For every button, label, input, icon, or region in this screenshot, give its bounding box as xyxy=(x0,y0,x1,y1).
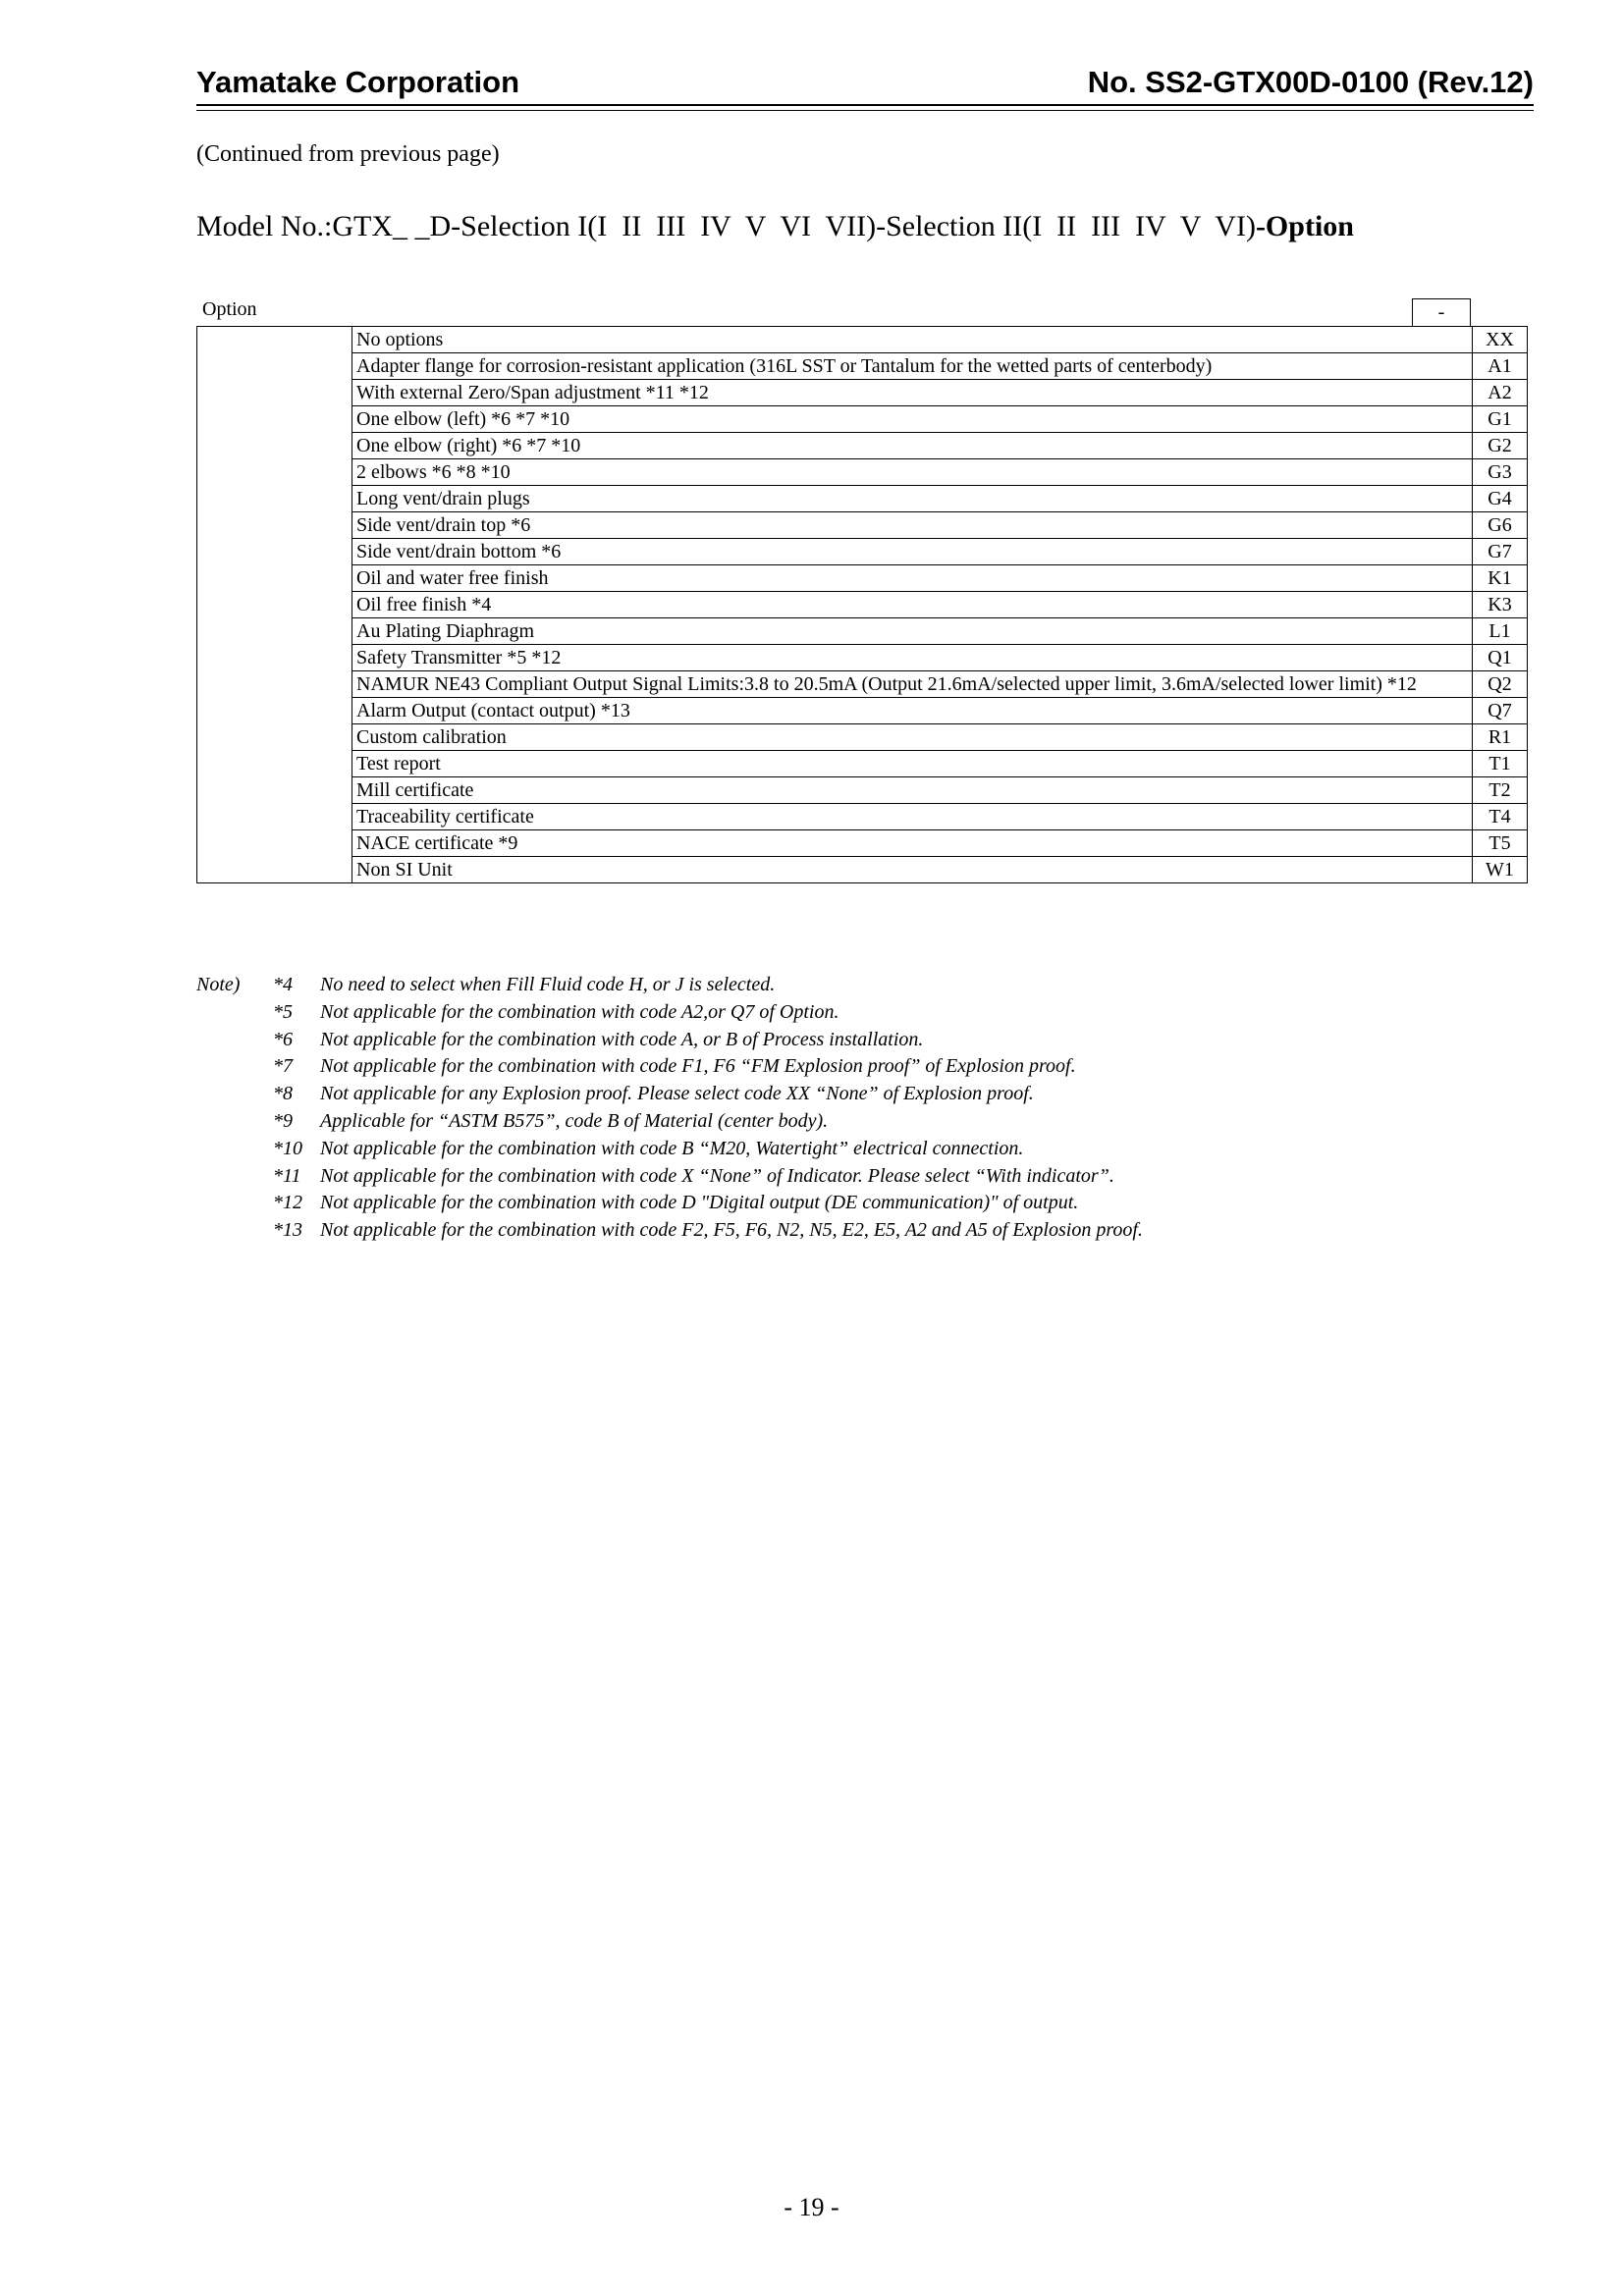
option-code: XX xyxy=(1472,327,1527,353)
option-blank-cell xyxy=(197,353,352,380)
option-blank-cell xyxy=(197,592,352,618)
option-blank-cell xyxy=(197,645,352,671)
table-row xyxy=(197,724,1527,751)
option-blank-cell xyxy=(197,327,352,353)
option-code: L1 xyxy=(1472,618,1527,645)
note-text: Not applicable for the combination with code F2, F5, F6, N2, N5, E2, E5, A2 and A5 of Explosion proof. xyxy=(320,1219,1143,1242)
note-text: Not applicable for the combination with code D "Digital output (DE communication)" of output. xyxy=(320,1192,1079,1214)
note-mark: *4 xyxy=(273,974,293,995)
option-description: Oil and water free finish xyxy=(352,565,1472,592)
option-description: Long vent/drain plugs xyxy=(352,486,1472,512)
note-item xyxy=(196,999,1143,1027)
note-prefix xyxy=(196,1136,273,1163)
note-text: No need to select when Fill Fluid code H, or J is selected. xyxy=(320,974,776,995)
option-description: NACE certificate *9 xyxy=(352,830,1472,857)
page-header xyxy=(196,61,1534,106)
option-blank-cell xyxy=(197,618,352,645)
option-description: Custom calibration xyxy=(352,724,1472,751)
note-prefix xyxy=(196,1217,273,1245)
note-item xyxy=(196,1081,1143,1108)
note-prefix xyxy=(196,1163,273,1191)
option-blank-cell xyxy=(197,724,352,751)
table-row xyxy=(197,486,1527,512)
table-row xyxy=(197,618,1527,645)
option-blank-cell xyxy=(197,512,352,539)
table-row xyxy=(197,565,1527,592)
table-row xyxy=(197,380,1527,406)
option-table xyxy=(196,326,1528,883)
page-number: - 19 - xyxy=(784,2193,839,2221)
option-blank-cell xyxy=(197,777,352,804)
option-blank-cell xyxy=(197,433,352,459)
note-mark: *8 xyxy=(273,1083,293,1105)
continued-note: (Continued from previous page) xyxy=(196,141,500,167)
option-code: K3 xyxy=(1472,592,1527,618)
model-prefix: Model No.:GTX_ _D-Selection I(I II III IV V VI VII)-Selection II(I II III IV V VI) xyxy=(196,210,1256,242)
table-row xyxy=(197,592,1527,618)
note-prefix xyxy=(196,1108,273,1136)
option-blank-cell xyxy=(197,698,352,724)
table-row xyxy=(197,857,1527,882)
option-code: G7 xyxy=(1472,539,1527,565)
note-mark: *13 xyxy=(273,1219,302,1242)
option-description: Alarm Output (contact output) *13 xyxy=(352,698,1472,724)
option-blank-cell xyxy=(197,486,352,512)
option-blank-cell xyxy=(197,380,352,406)
note-mark: *9 xyxy=(273,1109,293,1132)
table-row xyxy=(197,751,1527,777)
table-row xyxy=(197,353,1527,380)
option-description: Test report xyxy=(352,751,1472,777)
note-mark: *10 xyxy=(273,1137,302,1159)
option-description: Adapter flange for corrosion-resistant application (316L SST or Tantalum for the wetted parts of centerbody) xyxy=(352,353,1472,380)
option-code: T4 xyxy=(1472,804,1527,830)
table-row xyxy=(197,671,1527,698)
company-name: Yamatake Corporation xyxy=(196,65,520,99)
option-code: A1 xyxy=(1472,353,1527,380)
option-description: Mill certificate xyxy=(352,777,1472,804)
note-prefix xyxy=(196,999,273,1027)
option-code: T2 xyxy=(1472,777,1527,804)
note-prefix xyxy=(196,1027,273,1054)
table-row xyxy=(197,777,1527,804)
option-code: G6 xyxy=(1472,512,1527,539)
option-description: One elbow (right) *6 *7 *10 xyxy=(352,433,1472,459)
option-code: Q1 xyxy=(1472,645,1527,671)
note-text: Applicable for “ASTM B575”, code B of Material (center body). xyxy=(320,1109,829,1132)
option-code: T5 xyxy=(1472,830,1527,857)
note-text: Not applicable for the combination with code A2,or Q7 of Option. xyxy=(320,1000,839,1023)
model-option-bold: -Option xyxy=(1255,210,1354,242)
note-item xyxy=(196,1217,1143,1245)
option-blank-cell xyxy=(197,406,352,433)
note-text: Not applicable for the combination with code B “M20, Watertight” electrical connection. xyxy=(320,1137,1024,1159)
option-code: G3 xyxy=(1472,459,1527,486)
note-mark: *5 xyxy=(273,1000,293,1023)
table-row xyxy=(197,698,1527,724)
option-description: Safety Transmitter *5 *12 xyxy=(352,645,1472,671)
note-item xyxy=(196,972,1143,999)
note-prefix: Note) xyxy=(196,974,241,995)
header-rule xyxy=(196,110,1534,111)
note-text: Not applicable for the combination with code F1, F6 “FM Explosion proof” of Explosion proof. xyxy=(320,1055,1076,1078)
note-prefix xyxy=(196,1081,273,1108)
option-description: Side vent/drain bottom *6 xyxy=(352,539,1472,565)
document-number: No. SS2-GTX00D-0100 (Rev.12) xyxy=(1087,65,1534,99)
option-blank-cell xyxy=(197,804,352,830)
table-row xyxy=(197,804,1527,830)
note-mark: *6 xyxy=(273,1028,293,1050)
option-code: G1 xyxy=(1472,406,1527,433)
option-code: K1 xyxy=(1472,565,1527,592)
table-row xyxy=(197,645,1527,671)
table-row xyxy=(197,459,1527,486)
table-row xyxy=(197,406,1527,433)
option-description: Side vent/drain top *6 xyxy=(352,512,1472,539)
note-text: Not applicable for the combination with code X “None” of Indicator. Please select “With indicator”. xyxy=(320,1164,1114,1187)
option-label: Option xyxy=(202,298,257,320)
option-blank-cell xyxy=(197,459,352,486)
option-code: G4 xyxy=(1472,486,1527,512)
option-description: Au Plating Diaphragm xyxy=(352,618,1472,645)
model-number-line xyxy=(196,210,1354,243)
option-blank-cell xyxy=(197,751,352,777)
option-description: Oil free finish *4 xyxy=(352,592,1472,618)
note-text: Not applicable for the combination with code A, or B of Process installation. xyxy=(320,1028,924,1050)
option-description: No options xyxy=(352,327,1472,353)
table-row xyxy=(197,433,1527,459)
option-blank-cell xyxy=(197,671,352,698)
note-prefix xyxy=(196,1190,273,1217)
table-row xyxy=(197,539,1527,565)
note-prefix xyxy=(196,1053,273,1081)
option-description: One elbow (left) *6 *7 *10 xyxy=(352,406,1472,433)
note-text: Not applicable for any Explosion proof. Please select code XX “None” of Explosion proof. xyxy=(320,1083,1034,1105)
table-row xyxy=(197,512,1527,539)
note-item xyxy=(196,1190,1143,1217)
option-blank-cell xyxy=(197,539,352,565)
option-description: Non SI Unit xyxy=(356,859,453,881)
option-dash-box: - xyxy=(1412,298,1471,326)
option-description: With external Zero/Span adjustment *11 *12 xyxy=(352,380,1472,406)
table-row xyxy=(197,327,1527,353)
note-item xyxy=(196,1027,1143,1054)
option-code: T1 xyxy=(1472,751,1527,777)
note-mark: *7 xyxy=(273,1055,293,1078)
option-code: G2 xyxy=(1472,433,1527,459)
option-description: 2 elbows *6 *8 *10 xyxy=(352,459,1472,486)
option-description: Traceability certificate xyxy=(352,804,1472,830)
note-item xyxy=(196,1163,1143,1191)
table-row xyxy=(197,830,1527,857)
note-item xyxy=(196,1136,1143,1163)
option-code: R1 xyxy=(1472,724,1527,751)
option-code: A2 xyxy=(1472,380,1527,406)
option-description: NAMUR NE43 Compliant Output Signal Limits:3.8 to 20.5mA (Output 21.6mA/selected upper limit, 3.6mA/selected lower limit) *12 xyxy=(352,671,1472,698)
option-blank-cell xyxy=(197,565,352,592)
note-item xyxy=(196,1053,1143,1081)
option-code: W1 xyxy=(1472,857,1527,882)
option-blank-cell xyxy=(197,830,352,857)
option-code: Q2 xyxy=(1472,671,1527,698)
note-item xyxy=(196,1108,1143,1136)
note-mark: *11 xyxy=(273,1164,301,1187)
option-code: Q7 xyxy=(1472,698,1527,724)
option-blank-cell xyxy=(197,857,352,882)
note-mark: *12 xyxy=(273,1192,302,1214)
notes-section xyxy=(196,972,1143,1245)
